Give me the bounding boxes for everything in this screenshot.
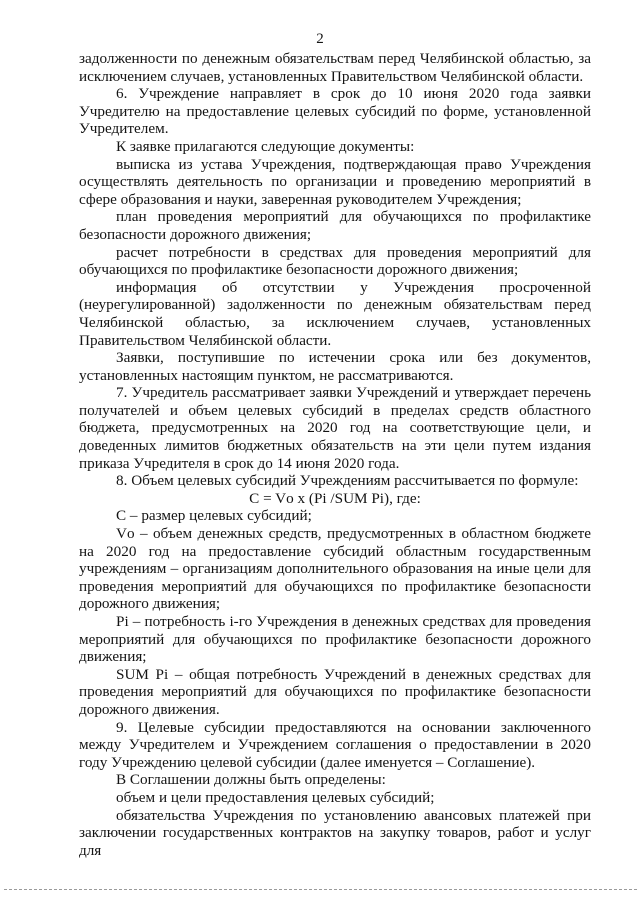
- subsidy-formula: C = Vо x (Pi /SUM Pi), где:: [249, 489, 421, 507]
- definition-vo: Vо – объем денежных средств, предусмотренных в областном бюджете на 2020 год на предоставление субсидий областным государственным учреждениям – организациям дополнительного образования на иные цели для проведения мероприятий для обучающихся по профилактике безопасности дорожного движения;: [79, 525, 591, 613]
- paragraph-item-9: 9. Целевые субсидии предоставляются на основании заключенного между Учредителем и Учреждением соглашения о предоставлении в 2020 году Учреждению целевой субсидии (далее именуется – Соглашение).: [79, 718, 591, 771]
- paragraph-debt-continuation: задолженности по денежным обязательствам перед Челябинской областью, за исключением случаев, установленных Правительством Челябинской области.: [79, 50, 591, 85]
- paragraph-no-debt-info: информация об отсутствии у Учреждения просроченной (неурегулированной) задолженности по денежным обязательствам перед Челябинской областью, за исключением случаев, установленных Правительством Челябинской области.: [79, 278, 591, 349]
- paragraph-item-7: 7. Учредитель рассматривает заявки Учреждений и утверждает перечень получателей и объем целевых субсидий в пределах средств областного бюджета, предусмотренных на 2020 год на соответствующие цели, и доведенных лимитов бюджетных обязательств на эти цели путем издания приказа Учредителя в срок до 14 июня 2020 года.: [79, 384, 591, 472]
- paragraph-events-plan: план проведения мероприятий для обучающихся по профилактике безопасности дорожного движения;: [79, 208, 591, 243]
- page-bottom-rule: [4, 889, 637, 890]
- paragraph-item-6: 6. Учреждение направляет в срок до 10 июня 2020 года заявки Учредителю на предоставление целевых субсидий по форме, установленной Учредителем.: [79, 85, 591, 138]
- paragraph-funds-calculation: расчет потребности в средствах для проведения мероприятий для обучающихся по профилактике безопасности дорожного движения;: [79, 243, 591, 279]
- definition-sum-pi: SUM Pi – общая потребность Учреждений в денежных средствах для проведения мероприятий для обучающихся по профилактике безопасности дорожного движения.: [79, 665, 591, 718]
- paragraph-agreement-obligations: обязательства Учреждения по установлению авансовых платежей при заключении государственных контрактов на закупку товаров, работ и услуг для: [79, 806, 591, 859]
- definition-c: C – размер целевых субсидий;: [116, 507, 312, 525]
- paragraph-charter-extract: выписка из устава Учреждения, подтверждающая право Учреждения осуществлять деятельность по организации и проведению мероприятий в сфере образования и науки, заверенная руководителем Учреждения;: [79, 155, 591, 208]
- document-body: [79, 50, 591, 859]
- paragraph-item-8: 8. Объем целевых субсидий Учреждениям рассчитывается по формуле:: [116, 472, 579, 490]
- paragraph-agreement-terms-intro: В Соглашении должны быть определены:: [116, 771, 386, 789]
- definition-pi: Pi – потребность i-го Учреждения в денежных средствах для проведения мероприятий для обучающихся по профилактике безопасности дорожного движения;: [79, 613, 591, 666]
- paragraph-attachments-intro: К заявке прилагаются следующие документы:: [116, 137, 415, 155]
- paragraph-agreement-volume: объем и цели предоставления целевых субсидий;: [116, 788, 435, 806]
- page-number: 2: [316, 31, 324, 47]
- paragraph-late-applications: Заявки, поступившие по истечении срока или без документов, установленных настоящим пунктом, не рассматриваются.: [79, 349, 591, 384]
